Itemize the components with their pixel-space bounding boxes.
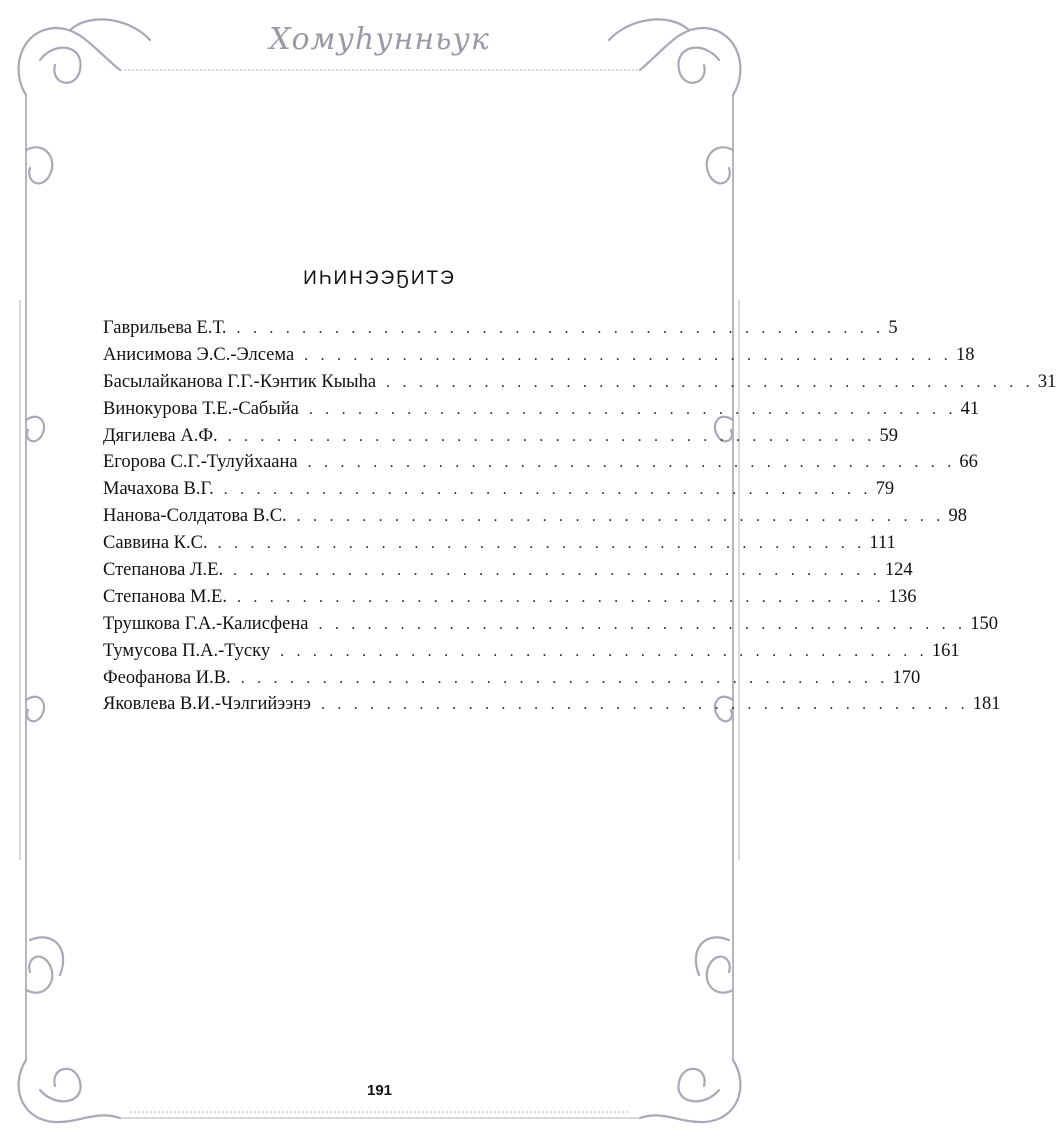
toc-entry-name: Феофанова И.В. xyxy=(103,667,231,688)
toc-entry-page: 79 xyxy=(875,479,895,500)
toc-entry-name: Дягилева А.Ф. xyxy=(103,425,218,446)
toc-entry-page: 18 xyxy=(955,344,975,365)
toc-title: ИҺИНЭЭҔИТЭ xyxy=(303,268,456,289)
toc-entry-name: Трушкова Г.А.-Калисфена xyxy=(103,613,309,634)
toc-entry-page: 66 xyxy=(959,452,978,473)
dot-leader: . . . . . . . . . . . . . . . . . . . . . . . . . . . . . . . . . . . . . . . . xyxy=(296,508,945,526)
toc-entry xyxy=(103,691,1001,718)
toc-entry-page: 150 xyxy=(970,613,999,634)
page-number: 191 xyxy=(366,1082,393,1099)
dot-leader: . . . . . . . . . . . . . . . . . . . . . . . . . . . . . . . . . . . . . . . . xyxy=(236,588,885,606)
toc-entry-page: 41 xyxy=(960,398,980,419)
toc-entry-page: 59 xyxy=(879,425,898,446)
toc-entry-name: Степанова М.Е. xyxy=(103,586,227,607)
toc-entry-name: Мачахова В.Г. xyxy=(103,479,214,500)
toc-entry-name: Анисимова Э.С.-Элсема xyxy=(103,344,295,365)
dot-leader: . . . . . . . . . . . . . . . . . . . . . . . . . . . . . . . . . . . . . . . . xyxy=(240,669,889,687)
toc-entry xyxy=(103,342,975,369)
toc-entry-page: 31 xyxy=(1037,371,1056,392)
toc-entry xyxy=(103,638,960,665)
toc-entry-page: 98 xyxy=(948,506,967,527)
dot-leader: . . . . . . . . . . . . . . . . . . . . . . . . . . . . . . . . . . . . . . . . xyxy=(236,320,885,337)
dot-leader: . . . . . . . . . . . . . . . . . . . . . . . . . . . . . . . . . . . . . . . . xyxy=(223,481,872,499)
toc-entry xyxy=(103,369,1056,396)
toc-entry-page: 111 xyxy=(869,533,896,554)
toc-entry-page: 136 xyxy=(888,586,917,607)
dot-leader: . . . . . . . . . . . . . . . . . . . . . . . . . . . . . . . . . . . . . . . . xyxy=(320,696,969,714)
toc-entry-name: Винокурова Т.Е.-Сабыйа xyxy=(103,398,299,419)
dot-leader: . . . . . . . . . . . . . . . . . . . . . . . . . . . . . . . . . . . . . . . . xyxy=(280,642,928,660)
toc-entry xyxy=(103,503,967,530)
toc-entry xyxy=(103,584,917,611)
toc-entry xyxy=(103,396,980,423)
dot-leader: . . . . . . . . . . . . . . . . . . . . . . . . . . . . . . . . . . . . . . . . xyxy=(307,454,956,472)
running-head: Хомуһунньук xyxy=(269,22,490,57)
toc-entry-name: Яковлева В.И.-Чэлгийээнэ xyxy=(103,694,311,715)
toc-entry xyxy=(103,423,898,450)
toc-entry-page: 161 xyxy=(931,640,960,661)
dot-leader: . . . . . . . . . . . . . . . . . . . . . . . . . . . . . . . . . . . . . . . . xyxy=(304,346,952,364)
toc-entry-page: 181 xyxy=(972,694,1001,715)
toc-entry-page: 170 xyxy=(892,667,921,688)
dot-leader: . . . . . . . . . . . . . . . . . . . . . . . . . . . . . . . . . . . . . . . . xyxy=(217,535,866,553)
dot-leader: . . . . . . . . . . . . . . . . . . . . . . . . . . . . . . . . . . . . . . . . xyxy=(227,427,876,445)
toc-entry xyxy=(103,557,913,584)
toc-entry xyxy=(103,530,896,557)
toc-entry-name: Егорова С.Г.-Тулуйхаана xyxy=(103,452,298,473)
toc-entry-name: Гаврильева Е.Т. xyxy=(103,318,227,338)
toc-entry xyxy=(103,449,978,476)
dot-leader: . . . . . . . . . . . . . . . . . . . . . . . . . . . . . . . . . . . . . . . . xyxy=(233,562,881,580)
toc-entry-page: 124 xyxy=(884,560,913,581)
toc-entry xyxy=(103,611,999,638)
dot-leader: . . . . . . . . . . . . . . . . . . . . . . . . . . . . . . . . . . . . . . . . xyxy=(318,615,967,633)
toc-entry-name: Басылайканова Г.Г.-Кэнтик Кыыһа xyxy=(103,371,377,392)
toc-entry-name: Саввина К.С. xyxy=(103,533,208,554)
toc-entry xyxy=(103,315,898,342)
toc-entry-name: Степанова Л.Е. xyxy=(103,560,224,581)
toc-entry-name: Тумусова П.А.-Туску xyxy=(103,640,271,661)
toc-entry xyxy=(103,476,895,503)
dot-leader: . . . . . . . . . . . . . . . . . . . . . . . . . . . . . . . . . . . . . . . . xyxy=(308,400,957,418)
toc-entry-page: 5 xyxy=(888,318,898,338)
dot-leader: . . . . . . . . . . . . . . . . . . . . . . . . . . . . . . . . . . . . . . . . xyxy=(386,373,1034,391)
toc-entry xyxy=(103,665,921,692)
table-of-contents xyxy=(103,315,1056,718)
toc-entry-name: Нанова-Солдатова В.С. xyxy=(103,506,287,527)
